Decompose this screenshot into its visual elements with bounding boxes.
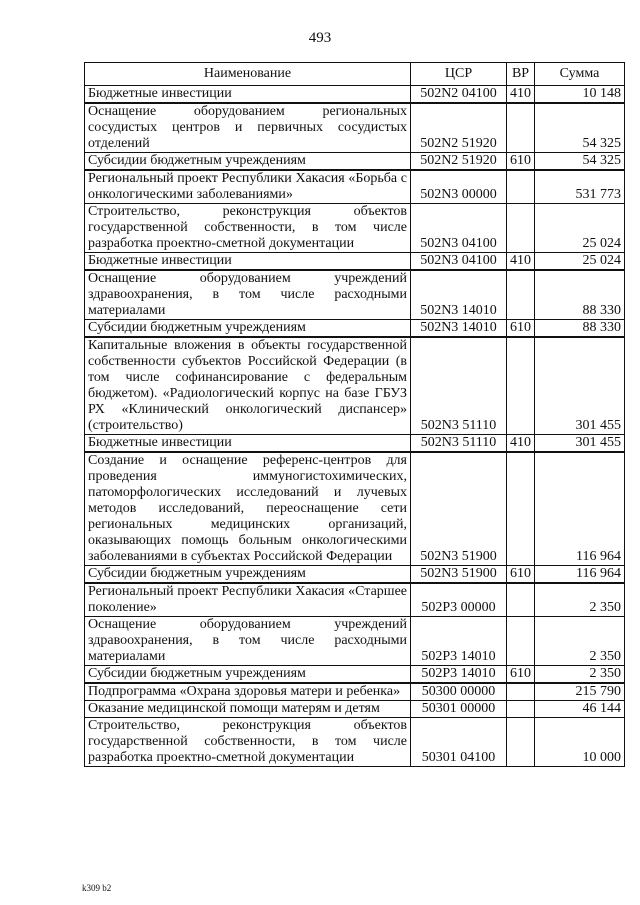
row-name: Бюджетные инвестиции <box>85 435 411 453</box>
header-name: Наименование <box>85 63 411 86</box>
table-row <box>85 452 625 566</box>
row-sum: 116 964 <box>535 452 625 566</box>
table-row <box>85 320 625 338</box>
row-csr: 502N2 51920 <box>411 153 507 171</box>
row-name: Региональный проект Республики Хакасия «Старшее поколение» <box>85 583 411 617</box>
table-row <box>85 683 625 701</box>
table-row <box>85 566 625 584</box>
table-row <box>85 253 625 271</box>
row-sum: 116 964 <box>535 566 625 584</box>
table-row <box>85 583 625 617</box>
row-csr: 502N3 51110 <box>411 337 507 435</box>
row-csr: 502N3 51900 <box>411 566 507 584</box>
row-sum: 54 325 <box>535 153 625 171</box>
row-csr: 502P3 14010 <box>411 666 507 684</box>
row-csr: 502N3 04100 <box>411 204 507 253</box>
row-vr: 610 <box>507 320 535 338</box>
row-name: Подпрограмма «Охрана здоровья матери и ребенка» <box>85 683 411 701</box>
row-vr: 610 <box>507 566 535 584</box>
row-vr <box>507 270 535 320</box>
row-vr <box>507 701 535 718</box>
row-vr <box>507 718 535 767</box>
row-vr <box>507 683 535 701</box>
table-header-row <box>85 63 625 86</box>
row-name: Капитальные вложения в объекты государственной собственности субъектов Российской Федерации (в том числе софинансирование с федеральным бюджетом). «Радиологический корпус на базе ГБУЗ РХ «Клинический онкологический диспансер» (строительство) <box>85 337 411 435</box>
row-name: Строительство, реконструкция объектов государственной собственности, в том числе разработка проектно-сметной документации <box>85 718 411 767</box>
budget-table <box>84 62 625 767</box>
row-csr: 502N3 51110 <box>411 435 507 453</box>
row-csr: 50301 04100 <box>411 718 507 767</box>
row-sum: 46 144 <box>535 701 625 718</box>
row-csr: 502P3 14010 <box>411 617 507 666</box>
row-sum: 215 790 <box>535 683 625 701</box>
table-row <box>85 204 625 253</box>
row-name: Субсидии бюджетным учреждениям <box>85 153 411 171</box>
row-name: Бюджетные инвестиции <box>85 253 411 271</box>
row-vr: 410 <box>507 435 535 453</box>
row-sum: 10 148 <box>535 86 625 104</box>
row-sum: 2 350 <box>535 666 625 684</box>
row-name: Субсидии бюджетным учреждениям <box>85 666 411 684</box>
row-name: Субсидии бюджетным учреждениям <box>85 566 411 584</box>
row-sum: 88 330 <box>535 270 625 320</box>
row-csr: 502N2 51920 <box>411 103 507 153</box>
row-sum: 2 350 <box>535 583 625 617</box>
row-vr <box>507 617 535 666</box>
page-number: 493 <box>308 30 332 46</box>
row-csr: 502N3 00000 <box>411 170 507 204</box>
row-name: Субсидии бюджетным учреждениям <box>85 320 411 338</box>
row-sum: 531 773 <box>535 170 625 204</box>
row-vr <box>507 583 535 617</box>
row-name: Бюджетные инвестиции <box>85 86 411 104</box>
row-csr: 502N3 04100 <box>411 253 507 271</box>
row-vr <box>507 204 535 253</box>
row-sum: 88 330 <box>535 320 625 338</box>
row-vr: 610 <box>507 666 535 684</box>
row-sum: 25 024 <box>535 253 625 271</box>
row-name: Оснащение оборудованием учреждений здравоохранения, в том числе расходными материалами <box>85 617 411 666</box>
row-csr: 502N2 04100 <box>411 86 507 104</box>
row-csr: 502N3 14010 <box>411 320 507 338</box>
row-sum: 301 455 <box>535 435 625 453</box>
row-vr <box>507 170 535 204</box>
row-vr <box>507 337 535 435</box>
row-sum: 54 325 <box>535 103 625 153</box>
row-vr: 410 <box>507 86 535 104</box>
table-row <box>85 701 625 718</box>
table-row <box>85 337 625 435</box>
table-row <box>85 170 625 204</box>
row-csr: 50300 00000 <box>411 683 507 701</box>
header-vr: ВР <box>507 63 535 86</box>
row-vr <box>507 103 535 153</box>
row-csr: 502N3 51900 <box>411 452 507 566</box>
table-row <box>85 718 625 767</box>
row-sum: 301 455 <box>535 337 625 435</box>
row-name: Оснащение оборудованием региональных сосудистых центров и первичных сосудистых отделений <box>85 103 411 153</box>
row-name: Оказание медицинской помощи матерям и детям <box>85 701 411 718</box>
row-vr <box>507 452 535 566</box>
table-row <box>85 153 625 171</box>
row-sum: 25 024 <box>535 204 625 253</box>
footer-code: k309 b2 <box>82 883 112 893</box>
table-row <box>85 435 625 453</box>
table-row <box>85 86 625 104</box>
row-sum: 10 000 <box>535 718 625 767</box>
row-name: Создание и оснащение референс-центров для проведения иммуногистохимических, патоморфологических исследований и лучевых методов исследований, переоснащение сети региональных медицинских организаций, оказывающих помощь больным онкологическими заболеваниями в субъектах Российской Федерации <box>85 452 411 566</box>
header-sum: Сумма <box>535 63 625 86</box>
row-name: Региональный проект Республики Хакасия «Борьба с онкологическими заболеваниями» <box>85 170 411 204</box>
table-row <box>85 617 625 666</box>
table-row <box>85 666 625 684</box>
row-sum: 2 350 <box>535 617 625 666</box>
row-csr: 502P3 00000 <box>411 583 507 617</box>
table-row <box>85 270 625 320</box>
row-csr: 502N3 14010 <box>411 270 507 320</box>
table-row <box>85 103 625 153</box>
header-csr: ЦСР <box>411 63 507 86</box>
row-name: Строительство, реконструкция объектов государственной собственности, в том числе разработка проектно-сметной документации <box>85 204 411 253</box>
row-csr: 50301 00000 <box>411 701 507 718</box>
row-name: Оснащение оборудованием учреждений здравоохранения, в том числе расходными материалами <box>85 270 411 320</box>
row-vr: 610 <box>507 153 535 171</box>
row-vr: 410 <box>507 253 535 271</box>
